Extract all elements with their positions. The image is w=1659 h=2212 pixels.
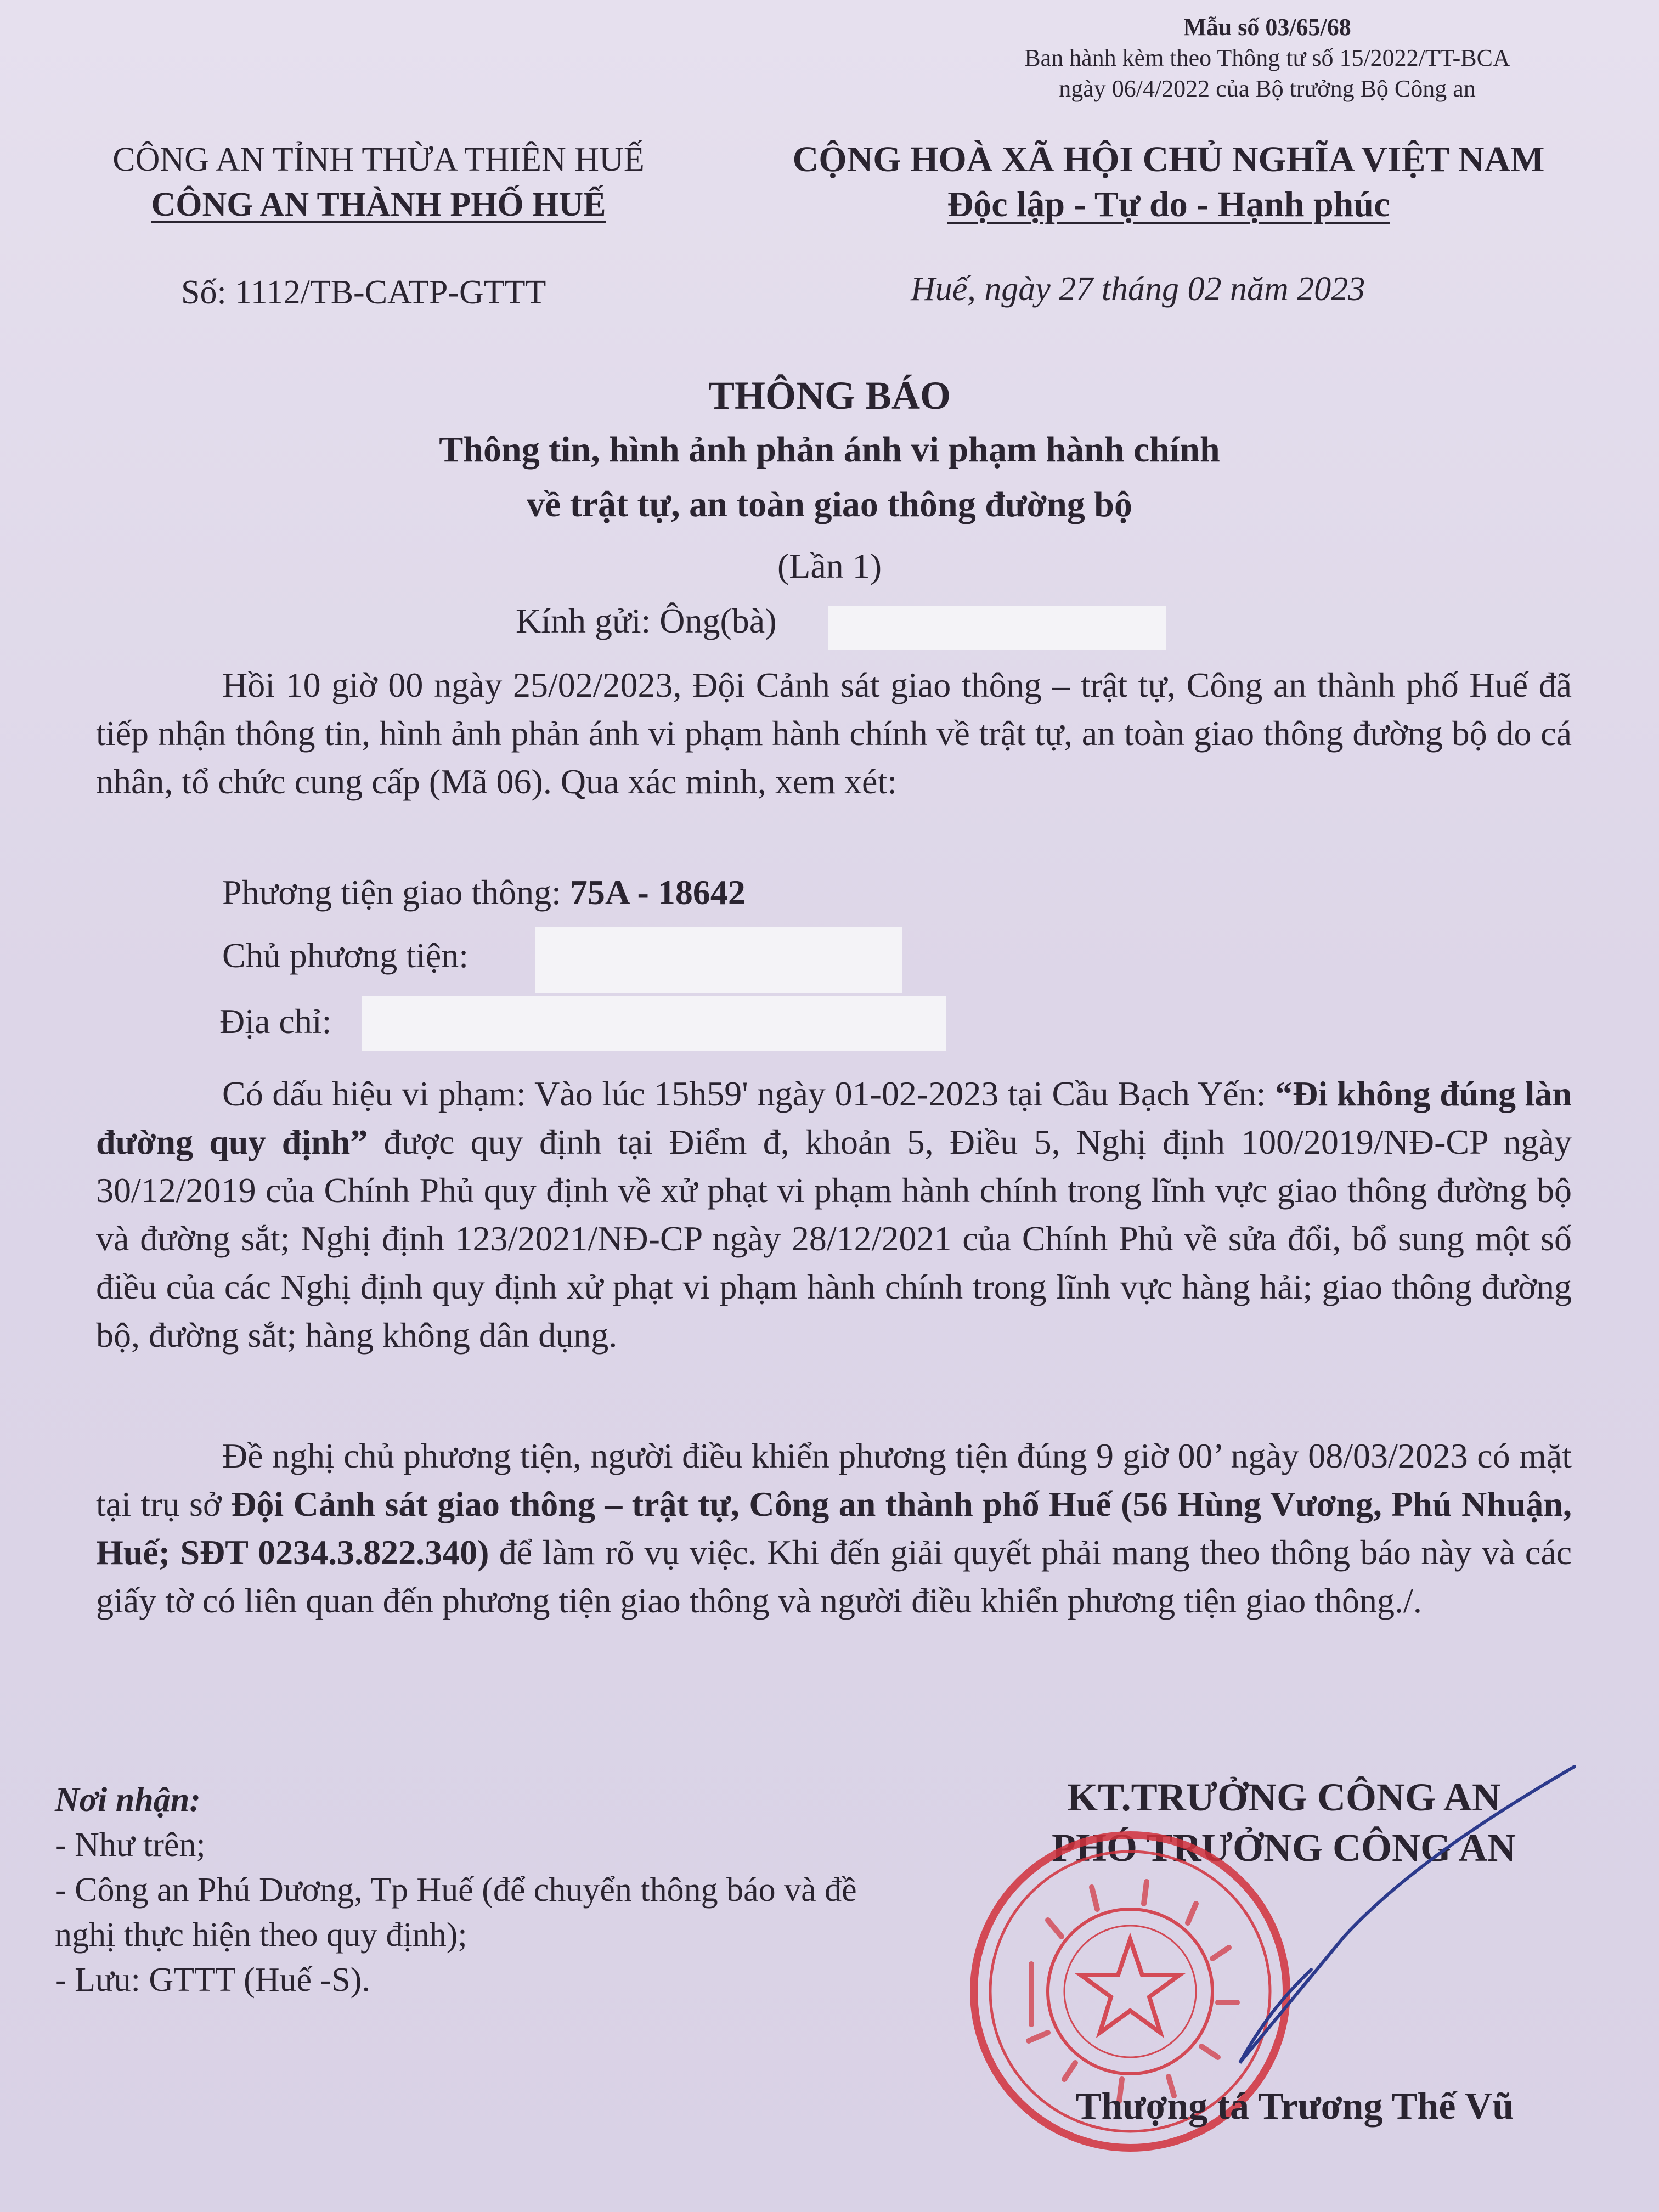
form-note-line2: ngày 06/4/2022 của Bộ trưởng Bộ Công an xyxy=(1059,75,1476,102)
document-subtitle xyxy=(0,422,1659,532)
paragraph-request xyxy=(96,1432,1572,1625)
redacted-owner xyxy=(535,927,902,993)
owner-line xyxy=(222,935,469,976)
violation-lead: Có dấu hiệu vi phạm: Vào lúc 15h59' ngày 01-02-2023 tại Cầu Bạch Yến: xyxy=(222,1074,1276,1113)
recipient-item: - Công an Phú Dương, Tp Huế (để chuyển thông báo và đề nghị thực hiện theo quy định); xyxy=(55,1871,857,1954)
subtitle-line2: về trật tự, an toàn giao thông đường bộ xyxy=(526,484,1133,524)
vehicle-label: Phương tiện giao thông: xyxy=(222,873,570,912)
document-number: Số: 1112/TB-CATP-GTTT xyxy=(181,274,546,311)
agency-name: CÔNG AN THÀNH PHỐ HUẾ xyxy=(151,186,606,223)
address-label: Địa chỉ: xyxy=(219,1002,332,1041)
form-code: Mẫu số 03/65/68 xyxy=(1183,14,1351,41)
nation-name: CỘNG HOÀ XÃ HỘI CHỦ NGHĨA VIỆT NAM xyxy=(792,139,1545,179)
agency-parent: CÔNG AN TỈNH THỪA THIÊN HUẾ xyxy=(112,141,645,178)
signer-name: Thượng tá Trương Thế Vũ xyxy=(1075,2085,1514,2128)
issuing-agency xyxy=(60,137,697,227)
redacted-address xyxy=(362,996,946,1051)
seal-star-icon xyxy=(1081,1939,1180,2033)
redacted-recipient-name xyxy=(828,606,1166,650)
handwritten-signature xyxy=(1180,1756,1618,2085)
document-date: Huế, ngày 27 tháng 02 năm 2023 xyxy=(911,270,1365,308)
request-lead: Đề nghị chủ phương tiện, người điều khiển phương tiện đúng 9 giờ 00’ ngày 08/03/2023 có mặt tại trụ sở xyxy=(96,1436,1572,1523)
national-motto: Độc lập - Tự do - Hạnh phúc xyxy=(947,184,1390,224)
vehicle-line xyxy=(222,872,746,913)
document-title: THÔNG BÁO xyxy=(708,374,951,417)
violation-legal-basis: được quy định tại Điểm đ, khoản 5, Điều 5, Nghị định 100/2019/NĐ-CP ngày 30/12/2019 của Chính Phủ quy định về xử phạt vi phạm hành chính trong lĩnh vực giao thông đường bộ và đường sắt; Nghị định 123/2021/NĐ-CP ngày 28/12/2021 của Chính Phủ về sửa đổi, bổ sung một số điều của các Nghị định quy định xử phạt vi phạm hành chính trong lĩnh vực hàng hải; giao thông đường bộ, đường sắt; hàng không dân dụng. xyxy=(96,1122,1572,1355)
violation-name: “Đi không đúng làn đường quy định” xyxy=(96,1074,1572,1161)
recipient-item: - Lưu: GTTT (Huế -S). xyxy=(55,1961,370,1999)
form-note-line1: Ban hành kèm theo Thông tư số 15/2022/TT-BCA xyxy=(1024,44,1510,71)
recipients-block xyxy=(55,1778,878,2002)
national-header xyxy=(730,137,1607,227)
owner-label: Chủ phương tiện: xyxy=(222,936,469,975)
vehicle-plate: 75A - 18642 xyxy=(569,873,746,912)
address-line xyxy=(219,1001,331,1042)
recipient-salutation: Kính gửi: Ông(bà) xyxy=(516,601,777,640)
form-note xyxy=(933,12,1602,104)
recipient-item: - Như trên; xyxy=(55,1826,206,1864)
signature-line1: KT.TRƯỞNG CÔNG AN xyxy=(1066,1775,1501,1819)
subtitle-line1: Thông tin, hình ảnh phản ánh vi phạm hành chính xyxy=(439,430,1220,470)
recipients-heading: Nơi nhận: xyxy=(55,1781,201,1819)
paragraph-received: Hồi 10 giờ 00 ngày 25/02/2023, Đội Cảnh sát giao thông – trật tự, Công an thành phố Huế đã tiếp nhận thông tin, hình ảnh phản ánh vi phạm hành chính về trật tự, an toàn giao thông đường bộ do cá nhân, tổ chức cung cấp (Mã 06). Qua xác minh, xem xét: xyxy=(96,665,1572,801)
notice-round: (Lần 1) xyxy=(777,546,882,585)
paragraph-violation xyxy=(96,1070,1572,1359)
signature-line2: PHÓ TRƯỞNG CÔNG AN xyxy=(1051,1826,1516,1870)
request-rest: để làm rõ vụ việc. Khi đến giải quyết phải mang theo thông báo này và các giấy tờ có liên quan đến phương tiện giao thông và người điều khiển phương tiện giao thông./. xyxy=(96,1533,1572,1620)
request-office: Đội Cảnh sát giao thông – trật tự, Công an thành phố Huế (56 Hùng Vương, Phú Nhuận, Huế; SĐT 0234.3.822.340) xyxy=(96,1485,1572,1572)
